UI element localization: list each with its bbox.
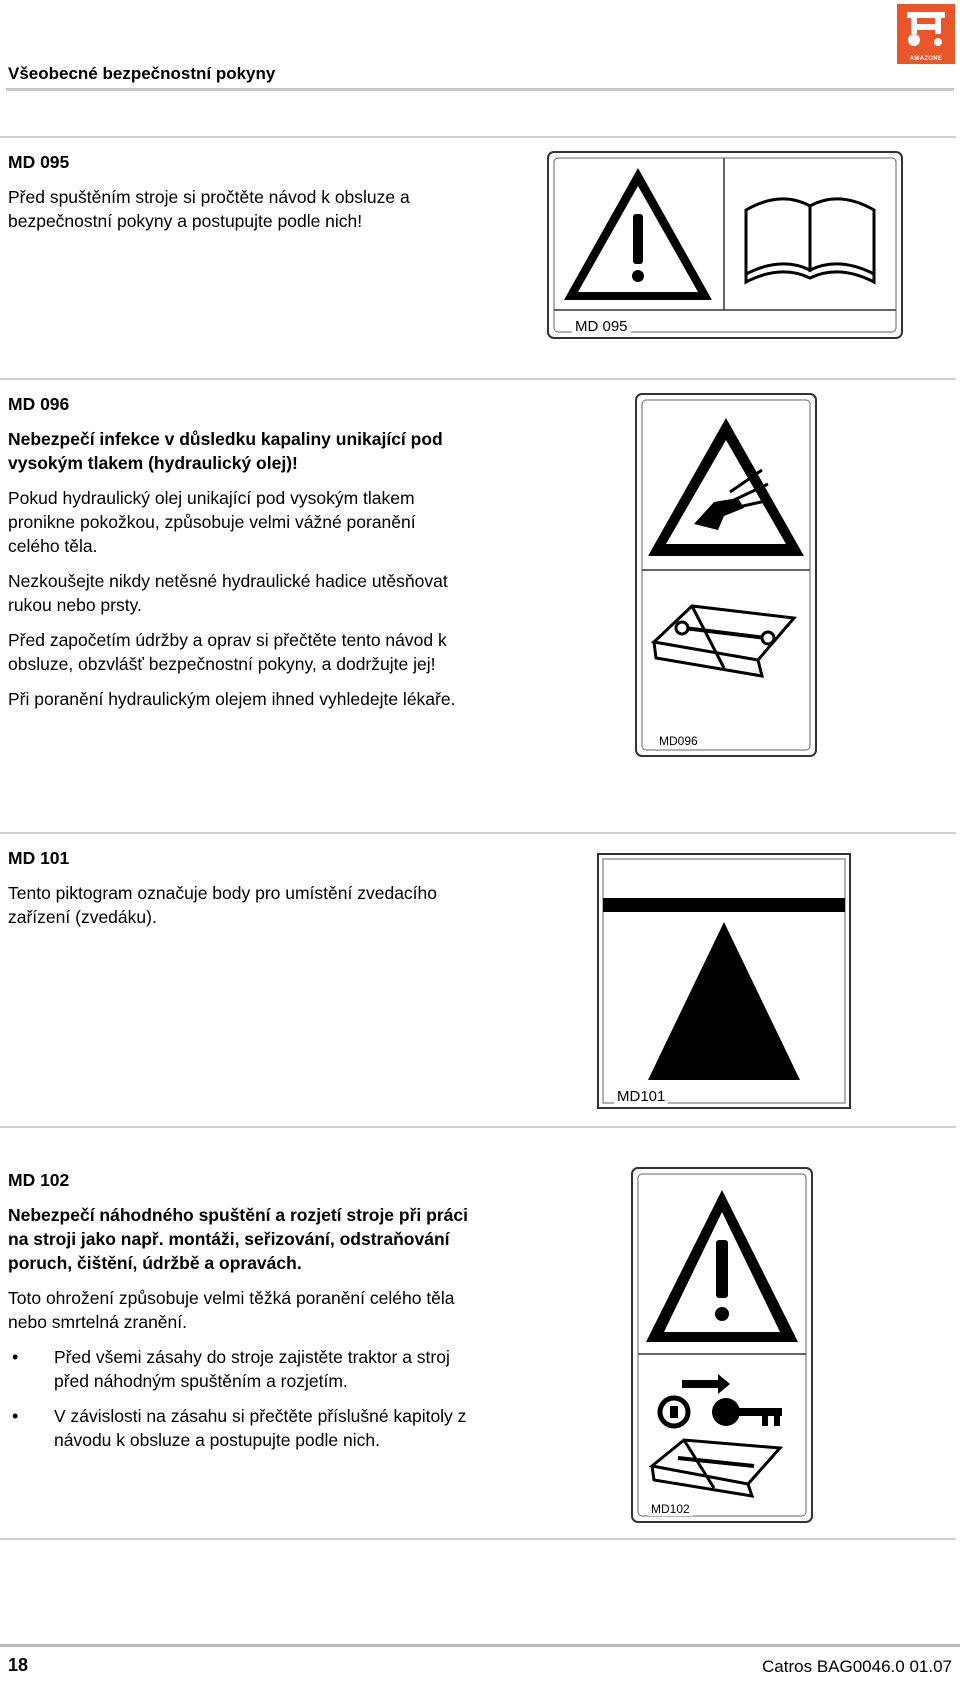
amazone-logo	[897, 4, 955, 64]
section-md101-text	[8, 846, 468, 940]
logo-text: AMAZONE	[909, 56, 943, 62]
tractor-logo-icon	[897, 4, 955, 52]
pictogram-md096	[634, 392, 818, 758]
section-divider	[0, 378, 956, 380]
section-paragraph: Před započetím údržby a oprav si přečtěte tento návod k obsluze, obzvlášť bezpečnostní pokyny, a dodržujte jej!	[8, 630, 447, 674]
bullet-list	[8, 1345, 468, 1452]
section-code: MD 102	[8, 1170, 70, 1190]
section-paragraph: Tento piktogram označuje body pro umístění zvedacího zařízení (zvedáku).	[8, 883, 437, 927]
pictogram-label: MD102	[648, 1502, 693, 1516]
section-heading: Nebezpečí infekce v důsledku kapaliny unikající pod vysokým tlakem (hydraulický olej)!	[8, 429, 443, 473]
section-paragraph: Nezkoušejte nikdy netěsné hydraulické hadice utěsňovat rukou nebo prsty.	[8, 571, 448, 615]
footer-rule	[0, 1644, 960, 1647]
section-md095-text	[8, 150, 468, 244]
pictogram-md101	[596, 852, 852, 1110]
pictogram-label: MD096	[656, 734, 701, 748]
section-divider	[0, 1538, 956, 1540]
section-heading: Nebezpečí náhodného spuštění a rozjetí stroje při práci na stroji jako např. montáži, seřizování, odstraňování poruch, čištění, údržbě a opravách.	[8, 1205, 468, 1273]
section-divider	[0, 136, 956, 138]
section-code: MD 096	[8, 394, 70, 414]
header-rule	[6, 88, 954, 91]
section-code: MD 101	[8, 848, 70, 868]
bullet-item: • Před všemi zásahy do stroje zajistěte traktor a stroj před náhodným spuštěním a rozjetím.	[8, 1345, 468, 1393]
section-divider	[0, 1126, 956, 1128]
bullet-item: • V závislosti na zásahu si přečtěte příslušné kapitoly z návodu k obsluze a postupujte podle nich.	[8, 1404, 468, 1452]
page-number: 18	[8, 1655, 29, 1675]
pictogram-md095	[546, 150, 904, 340]
section-paragraph: Při poranění hydraulickým olejem ihned vyhledejte lékaře.	[8, 689, 456, 709]
section-code: MD 095	[8, 152, 70, 172]
section-divider	[0, 832, 956, 834]
pictogram-md102	[630, 1166, 814, 1524]
section-paragraph: Pokud hydraulický olej unikající pod vysokým tlakem pronikne pokožkou, způsobuje velmi vážné poranění celého těla.	[8, 488, 416, 556]
section-paragraph: Toto ohrožení způsobuje velmi těžká poranění celého těla nebo smrtelná zranění.	[8, 1288, 455, 1332]
pictogram-label: MD101	[614, 1088, 668, 1105]
section-paragraph: Před spuštěním stroje si pročtěte návod k obsluze a bezpečnostní pokyny a postupujte podle nich!	[8, 187, 410, 231]
pictogram-label: MD 095	[572, 318, 631, 335]
page-header-title: Všeobecné bezpečnostní pokyny	[8, 64, 276, 83]
section-md102-text	[8, 1168, 468, 1463]
document-reference: Catros BAG0046.0 01.07	[762, 1657, 952, 1676]
section-md096-text	[8, 392, 468, 722]
